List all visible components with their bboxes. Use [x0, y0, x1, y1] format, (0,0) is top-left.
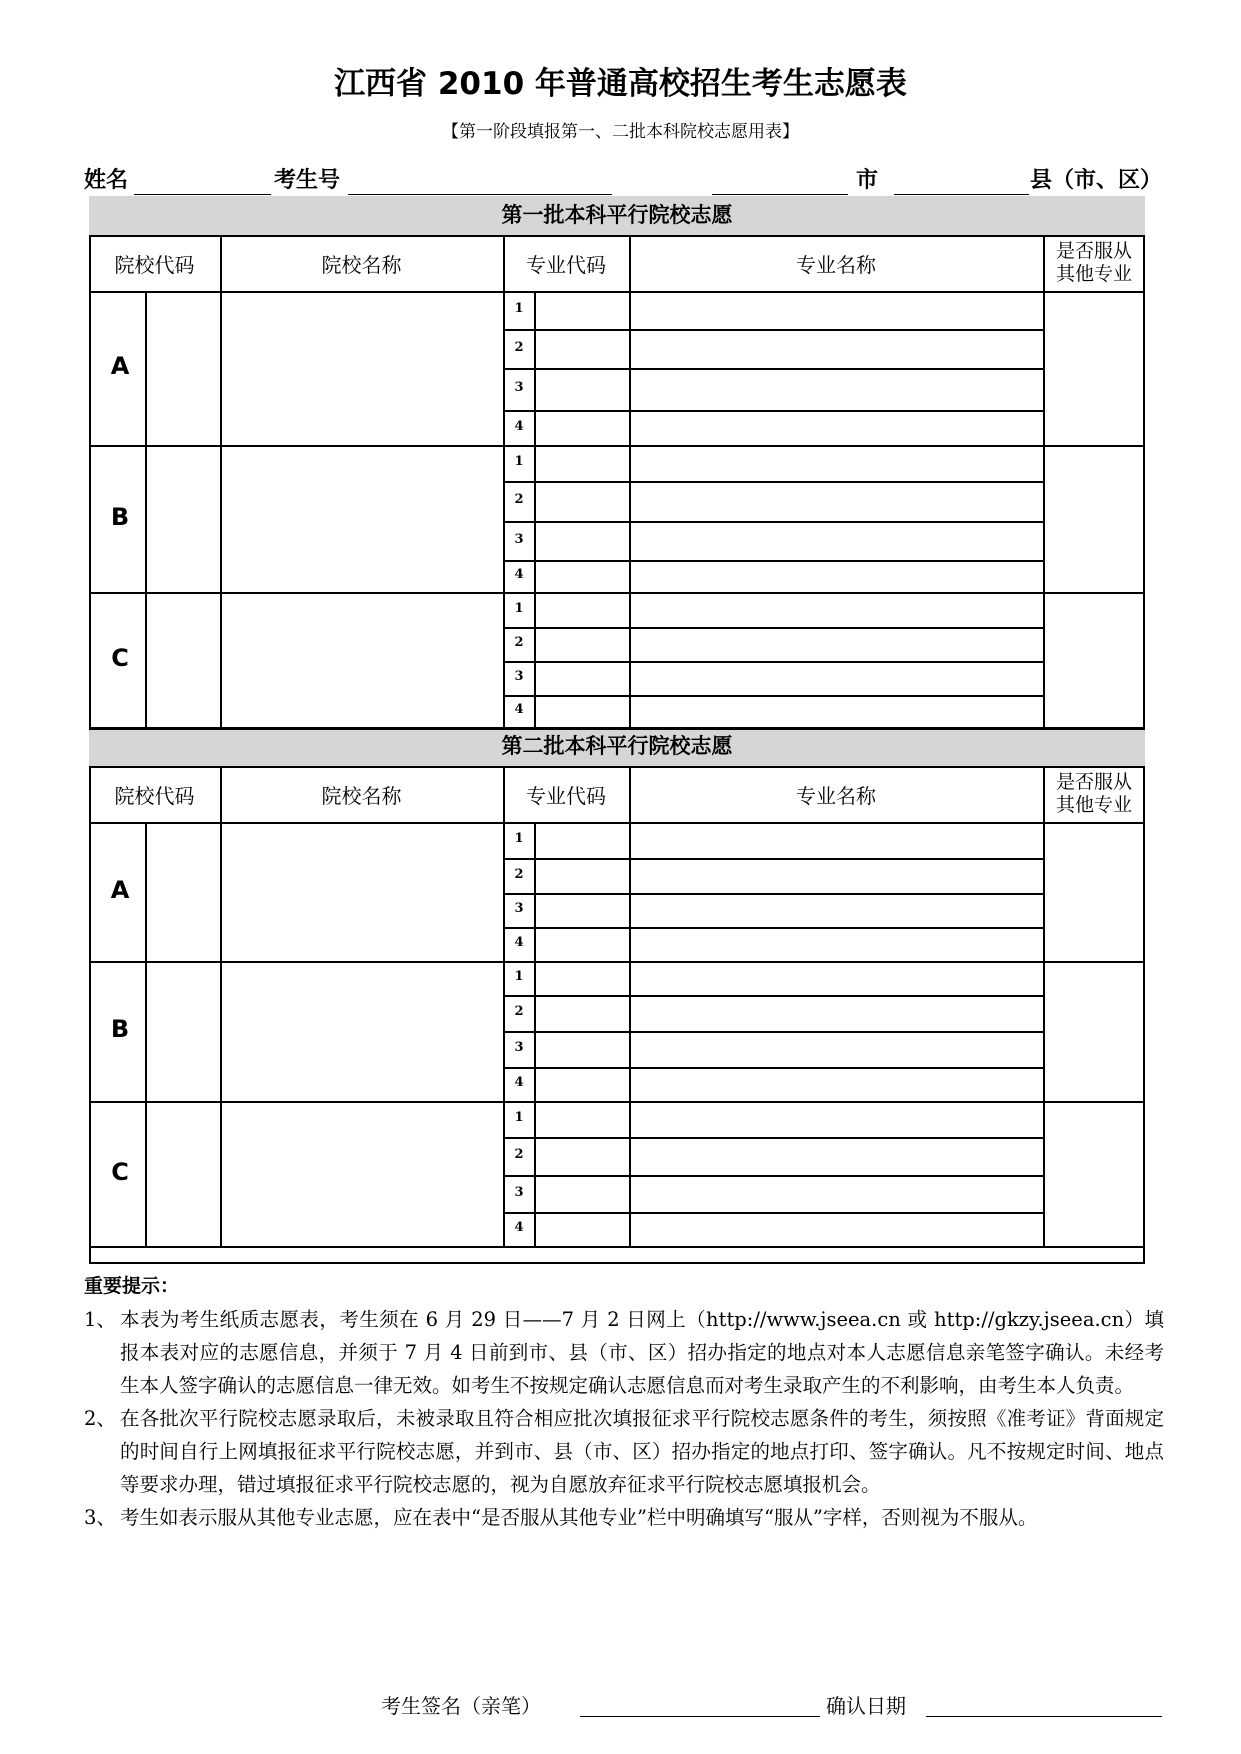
- major-number: 3: [514, 380, 524, 395]
- choice-letter: B: [110, 502, 130, 531]
- major-code-cell[interactable]: [536, 1103, 627, 1135]
- major-name-cell[interactable]: [631, 370, 1041, 408]
- major-name-cell[interactable]: [631, 963, 1041, 993]
- accept-other-majors-cell[interactable]: [1045, 1103, 1143, 1244]
- major-number: 4: [514, 567, 524, 582]
- section-heading: 第一批本科平行院校志愿: [89, 196, 1145, 235]
- major-name-cell[interactable]: [631, 1069, 1041, 1099]
- school-name-cell[interactable]: [222, 293, 501, 443]
- major-code-cell[interactable]: [536, 663, 627, 693]
- signature-field[interactable]: [580, 1716, 820, 1717]
- major-name-cell[interactable]: [631, 331, 1041, 366]
- city-label: 市: [856, 168, 879, 193]
- name-label: 姓名: [84, 168, 129, 193]
- county-field[interactable]: [894, 194, 1029, 195]
- major-number: 3: [514, 531, 524, 547]
- major-name-cell[interactable]: [631, 1177, 1041, 1210]
- county-label: 县（市、区）: [1030, 168, 1163, 193]
- major-number: 2: [514, 1147, 524, 1162]
- accept-other-majors-cell[interactable]: [1045, 293, 1143, 443]
- major-name-cell[interactable]: [631, 895, 1041, 925]
- exam-no-label: 考生号: [274, 168, 341, 193]
- important-notes: [84, 1270, 1164, 1534]
- major-number: 1: [514, 301, 524, 316]
- accept-other-majors-cell[interactable]: [1045, 447, 1143, 590]
- school-code-header: 院校代码: [114, 252, 195, 277]
- major-code-cell[interactable]: [536, 412, 627, 443]
- form-title: 江西省 2010 年普通高校招生考生志愿表: [334, 66, 907, 102]
- note-text: 在各批次平行院校志愿录取后，未被录取且符合相应批次填报征求平行院校志愿条件的考生，须按照《准考证》背面规定的时间自行上网填报征求平行院校志愿，并到市、县（市、区）招办指定的地点打印、签字确认。凡不按规定时间、地点等要求办理，错过填报征求平行院校志愿的，视为自愿放弃征求平行院校志愿填报机会。: [120, 1407, 1164, 1496]
- major-number: 2: [514, 866, 524, 882]
- note-number: 3、: [84, 1506, 116, 1529]
- major-code-cell[interactable]: [536, 1177, 627, 1210]
- major-name-cell[interactable]: [631, 697, 1041, 725]
- major-number: 3: [514, 1184, 524, 1200]
- major-code-cell[interactable]: [536, 331, 627, 366]
- major-code-cell[interactable]: [536, 860, 627, 891]
- school-code-cell[interactable]: [147, 293, 218, 443]
- school-name-cell[interactable]: [222, 447, 501, 590]
- major-number: 2: [514, 635, 524, 650]
- school-name-cell[interactable]: [222, 824, 501, 959]
- major-number: 3: [514, 1040, 524, 1055]
- name-field[interactable]: [134, 194, 271, 195]
- section-heading: 第二批本科平行院校志愿: [89, 727, 1145, 766]
- note-number: 2、: [84, 1407, 116, 1430]
- major-name-cell[interactable]: [631, 447, 1041, 479]
- form-subtitle: 【第一阶段填报第一、二批本科院校志愿用表】: [442, 122, 799, 142]
- major-name-cell[interactable]: [631, 997, 1041, 1029]
- major-name-cell[interactable]: [631, 860, 1041, 891]
- major-number: 2: [514, 1004, 524, 1019]
- notes-heading: 重要提示：: [84, 1275, 180, 1297]
- major-number: 1: [514, 600, 524, 616]
- exam-no-field[interactable]: [348, 194, 612, 195]
- major-code-cell[interactable]: [536, 483, 627, 519]
- accept-other-majors-cell[interactable]: [1045, 594, 1143, 725]
- city-field[interactable]: [712, 194, 848, 195]
- signature-label: 考生签名（亲笔）: [381, 1694, 541, 1718]
- major-number: 4: [514, 1075, 524, 1090]
- major-code-cell[interactable]: [536, 1139, 627, 1173]
- choice-letter: A: [110, 352, 130, 380]
- major-code-cell[interactable]: [536, 293, 627, 327]
- major-name-cell[interactable]: [631, 1214, 1041, 1244]
- major-name-cell[interactable]: [631, 824, 1041, 856]
- major-number: 3: [514, 669, 524, 684]
- major-name-cell[interactable]: [631, 663, 1041, 693]
- major-code-cell[interactable]: [536, 447, 627, 479]
- school-code-cell[interactable]: [147, 594, 218, 725]
- major-name-cell[interactable]: [631, 562, 1041, 590]
- note-item: [84, 1303, 1164, 1402]
- school-name-cell[interactable]: [222, 1103, 501, 1244]
- major-code-cell[interactable]: [536, 1214, 627, 1244]
- school-code-cell[interactable]: [147, 824, 218, 959]
- choice-group-border: [89, 1246, 1145, 1248]
- choice-letter: B: [110, 1015, 130, 1043]
- school-name-cell[interactable]: [222, 594, 501, 725]
- major-code-cell[interactable]: [536, 963, 627, 993]
- accept-other-majors-cell[interactable]: [1045, 963, 1143, 1099]
- major-name-cell[interactable]: [631, 1139, 1041, 1173]
- major-name-cell[interactable]: [631, 483, 1041, 519]
- major-code-cell[interactable]: [536, 370, 627, 408]
- major-code-cell[interactable]: [536, 562, 627, 590]
- date-field[interactable]: [926, 1716, 1162, 1717]
- major-number: 1: [514, 831, 524, 846]
- major-number: 4: [514, 1220, 524, 1235]
- major-number: 4: [514, 935, 524, 950]
- date-label: 确认日期: [826, 1694, 906, 1718]
- note-item: [84, 1402, 1164, 1501]
- school-code-cell[interactable]: [147, 447, 218, 590]
- major-name-cell[interactable]: [631, 1103, 1041, 1135]
- major-code-cell[interactable]: [536, 1069, 627, 1099]
- school-code-header: 院校代码: [114, 783, 195, 808]
- major-name-header: 专业名称: [796, 783, 876, 808]
- major-code-cell[interactable]: [536, 629, 627, 659]
- school-name-header: 院校名称: [321, 783, 402, 808]
- note-text: 考生如表示服从其他专业志愿，应在表中“是否服从其他专业”栏中明确填写“服从”字样，否则视为不服从。: [120, 1506, 1038, 1529]
- major-name-cell[interactable]: [631, 629, 1041, 659]
- choice-letter: A: [110, 875, 130, 904]
- major-number: 1: [514, 969, 524, 984]
- school-code-cell[interactable]: [147, 963, 218, 1099]
- school-code-cell[interactable]: [147, 1103, 218, 1244]
- major-number: 2: [514, 492, 524, 507]
- note-text: 本表为考生纸质志愿表，考生须在 6 月 29 日——7 月 2 日网上（http://www.jseea.cn 或 http://gkzy.jseea.cn）填报本表对应的志愿信息，并须于 7 月 4 日前到市、县（市、区）招办指定的地点对本人志愿信息亲笔签字确认。未经考生本人签字确认的志愿信息一律无效。如考生不按规定确认志愿信息而对考生录取产生的不利影响，由考生本人负责。: [120, 1308, 1164, 1397]
- major-code-cell[interactable]: [536, 523, 627, 558]
- major-code-cell[interactable]: [536, 1033, 627, 1065]
- school-name-header: 院校名称: [321, 252, 402, 277]
- school-name-cell[interactable]: [222, 963, 501, 1099]
- major-number: 4: [514, 418, 524, 434]
- major-code-header: 专业代码: [526, 252, 606, 277]
- section-divider: [89, 727, 1145, 730]
- major-name-cell[interactable]: [631, 293, 1041, 327]
- choice-letter: C: [111, 643, 129, 672]
- major-name-cell[interactable]: [631, 523, 1041, 558]
- major-name-cell[interactable]: [631, 929, 1041, 959]
- note-number: 1、: [84, 1308, 116, 1331]
- major-number: 2: [514, 339, 524, 355]
- major-name-cell[interactable]: [631, 1033, 1041, 1065]
- major-code-cell[interactable]: [536, 594, 627, 625]
- major-code-cell[interactable]: [536, 824, 627, 856]
- major-name-header: 专业名称: [796, 252, 876, 277]
- major-code-cell[interactable]: [536, 697, 627, 725]
- major-code-cell[interactable]: [536, 997, 627, 1029]
- accept-other-majors-header: 是否服从 其他专业: [1055, 771, 1132, 816]
- major-code-header: 专业代码: [526, 783, 606, 808]
- accept-other-majors-cell[interactable]: [1045, 824, 1143, 959]
- major-code-cell[interactable]: [536, 929, 627, 959]
- major-number: 3: [514, 901, 524, 916]
- accept-other-majors-header: 是否服从 其他专业: [1055, 240, 1132, 285]
- choice-letter: C: [111, 1157, 129, 1186]
- note-item: [84, 1501, 1164, 1534]
- major-name-cell[interactable]: [631, 412, 1041, 443]
- major-name-cell[interactable]: [631, 594, 1041, 625]
- major-number: 4: [514, 702, 524, 717]
- major-number: 1: [514, 1110, 524, 1125]
- major-code-cell[interactable]: [536, 895, 627, 925]
- major-number: 1: [514, 454, 524, 469]
